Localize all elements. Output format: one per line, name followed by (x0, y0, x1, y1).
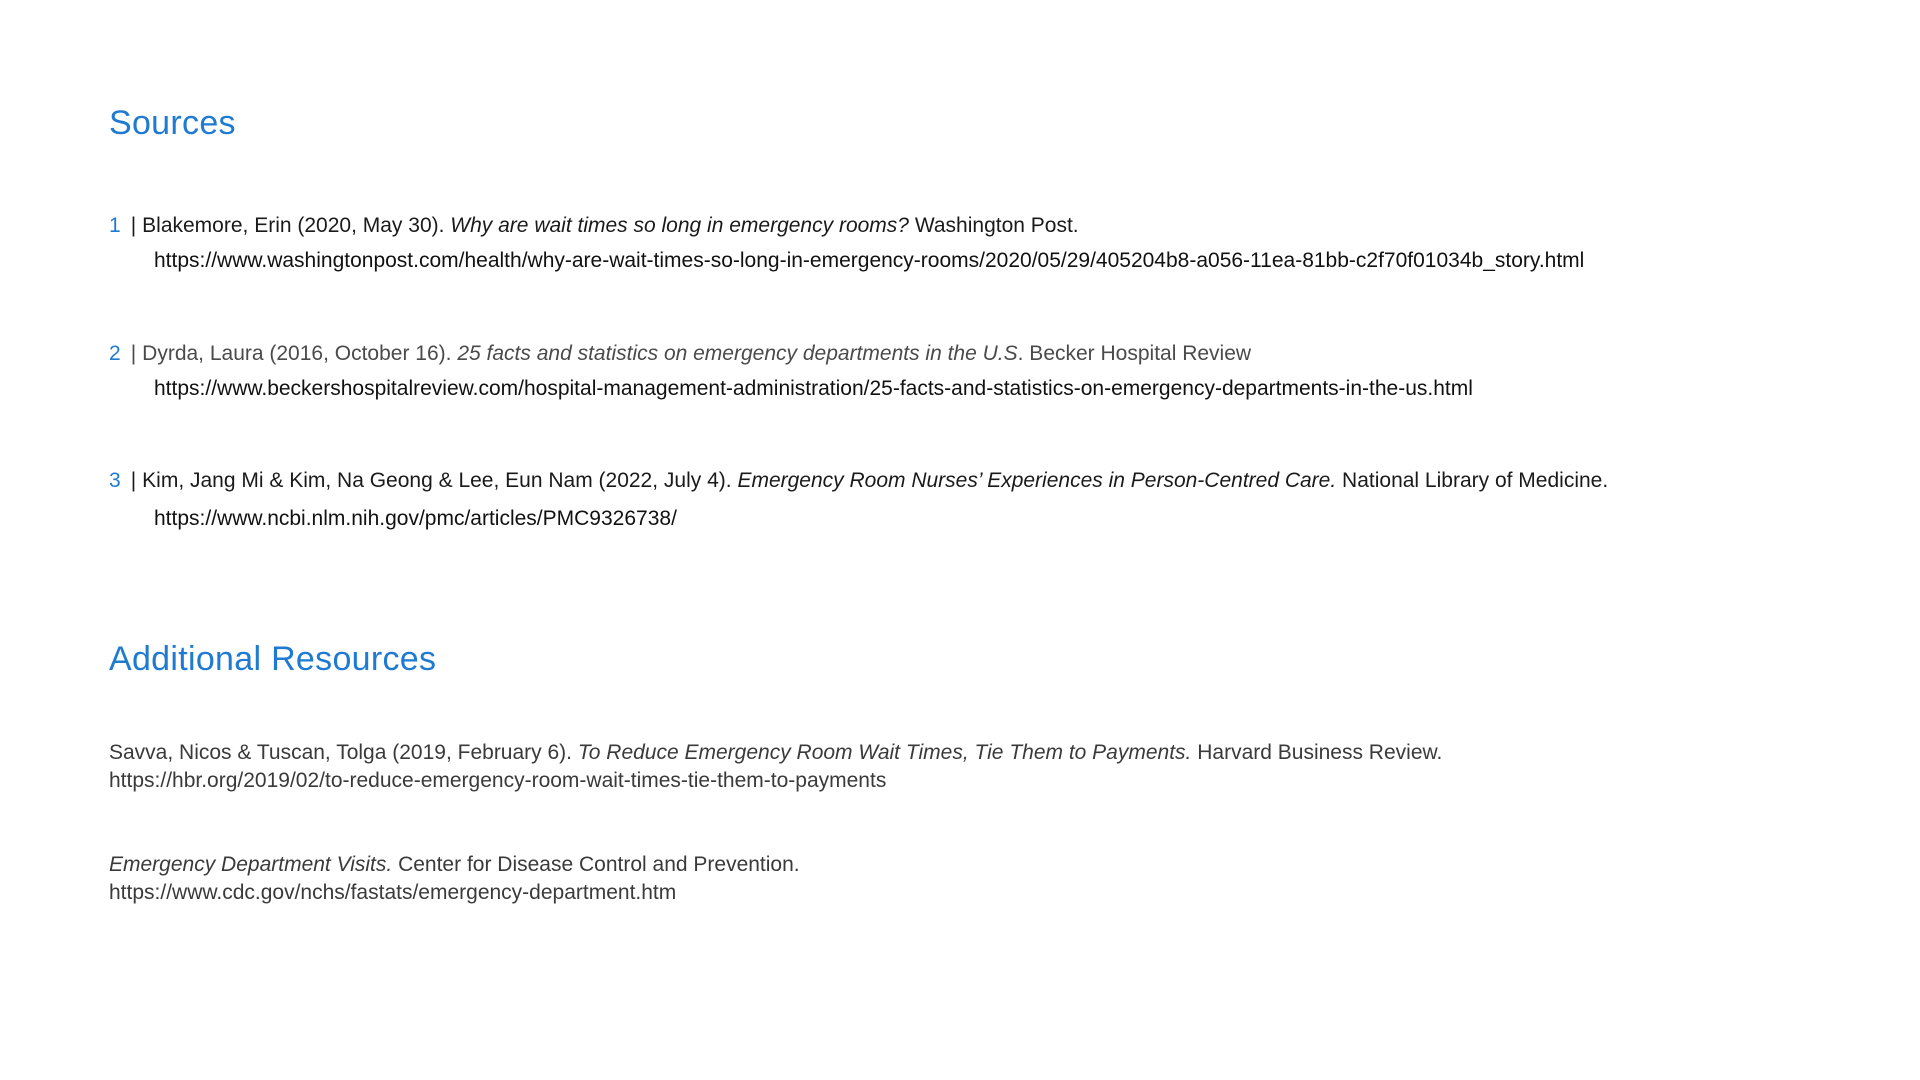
sources-heading: Sources (109, 104, 236, 142)
source-number: 1 (109, 214, 121, 237)
source-publisher: . Becker Hospital Review (1017, 342, 1252, 365)
resource-publisher: Center for Disease Control and Prevention. (398, 853, 800, 876)
source-entry-2 (109, 340, 1473, 403)
resource-title: To Reduce Emergency Room Wait Times, Tie Them to Payments. (577, 741, 1192, 764)
source-url-link[interactable]: https://www.ncbi.nlm.nih.gov/pmc/articles/PMC9326738/ (154, 507, 677, 530)
source-separator: | (130, 342, 137, 365)
resource-entry-1 (109, 739, 1442, 795)
source-title: 25 facts and statistics on emergency departments in the U.S (457, 342, 1018, 365)
resource-citation (109, 851, 800, 879)
source-author: Dyrda, Laura (2016, October 16). (142, 342, 452, 365)
source-entry-3 (109, 467, 1608, 533)
resource-entry-2 (109, 851, 800, 907)
resource-author: Savva, Nicos & Tuscan, Tolga (2019, February 6). (109, 741, 573, 764)
source-number: 3 (109, 469, 121, 492)
source-author: Kim, Jang Mi & Kim, Na Geong & Lee, Eun Nam (2022, July 4). (142, 469, 732, 492)
resource-url-link[interactable]: https://hbr.org/2019/02/to-reduce-emergency-room-wait-times-tie-them-to-payments (109, 769, 887, 792)
source-number: 2 (109, 342, 121, 365)
source-citation (109, 212, 1584, 240)
source-publisher: Washington Post. (914, 214, 1079, 237)
source-author: Blakemore, Erin (2020, May 30). (142, 214, 445, 237)
source-url-link[interactable]: https://www.washingtonpost.com/health/why-are-wait-times-so-long-in-emergency-rooms/2020/05/29/405204b8-a056-11ea-81bb-c2f70f01034b_story.html (154, 249, 1585, 272)
source-separator: | (130, 214, 137, 237)
source-entry-1 (109, 212, 1584, 275)
additional-resources-heading: Additional Resources (109, 640, 437, 678)
source-citation (109, 467, 1608, 495)
resource-url-link[interactable]: https://www.cdc.gov/nchs/fastats/emergency-department.htm (109, 881, 677, 904)
source-url-link[interactable]: https://www.beckershospitalreview.com/hospital-management-administration/25-facts-and-statistics-on-emergency-departments-in-the-us.html (154, 377, 1473, 400)
source-separator: | (130, 469, 137, 492)
resource-citation (109, 739, 1442, 767)
source-title: Emergency Room Nurses’ Experiences in Person-Centred Care. (737, 469, 1337, 492)
source-publisher: National Library of Medicine. (1342, 469, 1609, 492)
resource-title: Emergency Department Visits. (109, 853, 393, 876)
source-citation (109, 340, 1473, 368)
resource-publisher: Harvard Business Review. (1197, 741, 1443, 764)
source-title: Why are wait times so long in emergency rooms? (450, 214, 909, 237)
